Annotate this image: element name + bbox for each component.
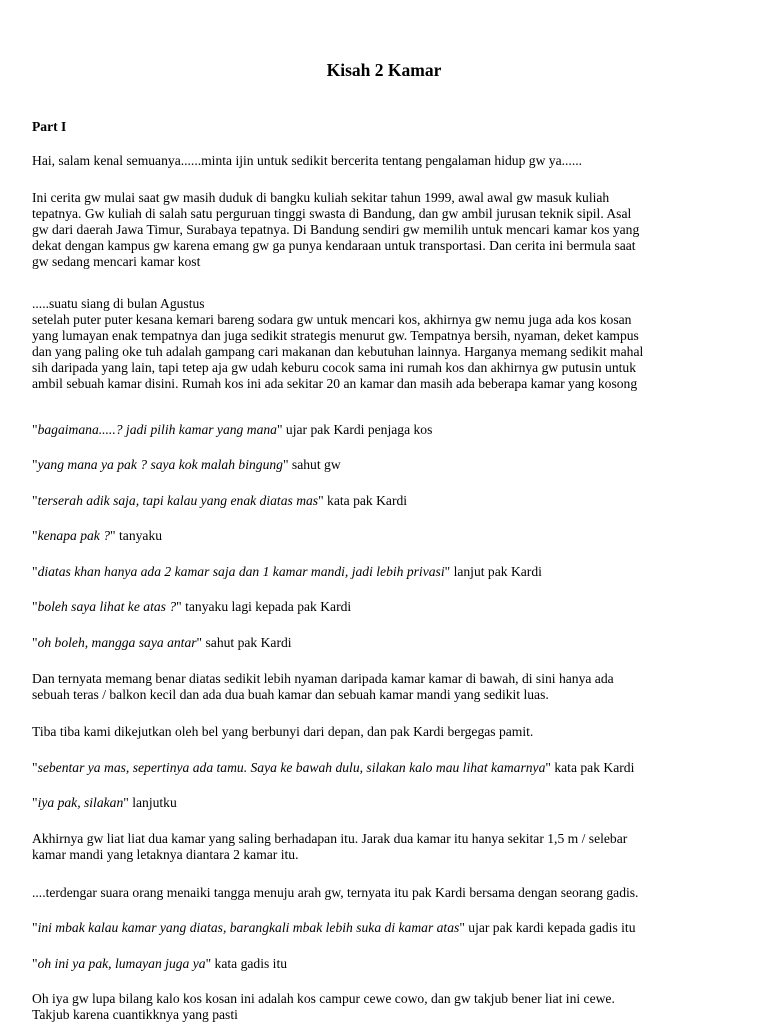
- dialog-attribution: lanjutku: [128, 795, 177, 810]
- dialog-line: "ini mbak kalau kamar yang diatas, barangkali mbak lebih suka di kamar atas" ujar pak kardi kepada gadis itu: [32, 920, 636, 935]
- dialog-quote: terserah adik saja, tapi kalau yang enak diatas mas: [37, 493, 319, 508]
- text-line: setelah puter puter kesana kemari bareng sodara gw untuk mencari kos, akhirnya gw nemu juga ada kos kosan: [32, 312, 632, 327]
- dialog-attribution: sahut pak Kardi: [202, 635, 292, 650]
- dialog-line: "yang mana ya pak ? saya kok malah bingung" sahut gw: [32, 457, 341, 472]
- dialog-quote: kenapa pak ?: [37, 528, 111, 543]
- text-line: Ini cerita gw mulai saat gw masih duduk di bangku kuliah sekitar tahun 1999, awal awal gw masuk kuliah: [32, 190, 610, 205]
- text-line: gw dari daerah Jawa Timur, Surabaya tepatnya. Di Bandung sendiri gw memilih untuk mencari kamar kos yang: [32, 222, 640, 237]
- text-line: ambil sebuah kamar disini. Rumah kos ini ada sekitar 20 an kamar dan masih ada beberapa kamar yang kosong: [32, 376, 638, 391]
- text-line: sebuah teras / balkon kecil dan ada dua buah kamar dan sebuah kamar mandi yang sedikit luas.: [32, 687, 549, 702]
- paragraph: [32, 885, 732, 901]
- text-line: Tiba tiba kami dikejutkan oleh bel yang berbunyi dari depan, dan pak Kardi bergegas pamit.: [32, 724, 534, 739]
- dialog-attribution: kata gadis itu: [211, 956, 288, 971]
- dialog-attribution: ujar pak kardi kepada gadis itu: [464, 920, 636, 935]
- dialog-attribution: sahut gw: [288, 457, 341, 472]
- dialog-attribution: lanjut pak Kardi: [450, 564, 542, 579]
- dialog-line: "oh ini ya pak, lumayan juga ya" kata gadis itu: [32, 956, 288, 971]
- dialog-attribution: tanyaku: [115, 528, 163, 543]
- dialog-attribution: kata pak Kardi: [323, 493, 408, 508]
- text-line: dekat dengan kampus gw karena emang gw ga punya kendaraan untuk transportasi. Dan cerita ini bermula saat: [32, 238, 636, 253]
- paragraph: [32, 190, 732, 270]
- text-line: Hai, salam kenal semuanya......minta ijin untuk sedikit bercerita tentang pengalaman hidup gw ya......: [32, 153, 583, 168]
- text-line: Dan ternyata memang benar diatas sedikit lebih nyaman daripada kamar kamar di bawah, di sini hanya ada: [32, 671, 614, 686]
- dialog-quote: sebentar ya mas, sepertinya ada tamu. Saya ke bawah dulu, silakan kalo mau lihat kamarnya: [37, 760, 546, 775]
- text-line: Akhirnya gw liat liat dua kamar yang saling berhadapan itu. Jarak dua kamar itu hanya sekitar 1,5 m / selebar: [32, 831, 628, 846]
- text-line: sih daripada yang lain, tapi tetep aja gw udah keburu cocok sama ini rumah kos dan akhirnya gw putusin untuk: [32, 360, 637, 375]
- text-line: Takjub karena cuantikknya yang pasti: [32, 1007, 238, 1022]
- dialog-line: "diatas khan hanya ada 2 kamar saja dan 1 kamar mandi, jadi lebih privasi" lanjut pak Kardi: [32, 564, 542, 579]
- dialog-line: "iya pak, silakan" lanjutku: [32, 795, 177, 810]
- text-line: kamar mandi yang letaknya diantara 2 kamar itu.: [32, 847, 299, 862]
- dialog-quote: iya pak, silakan: [37, 795, 124, 810]
- dialog-quote: diatas khan hanya ada 2 kamar saja dan 1 kamar mandi, jadi lebih privasi: [37, 564, 445, 579]
- text-line: ....terdengar suara orang menaiki tangga menuju arah gw, ternyata itu pak Kardi bersama dengan seorang gadis.: [32, 885, 639, 900]
- text-line: tepatnya. Gw kuliah di salah satu perguruan tinggi swasta di Bandung, dan gw ambil jurusan teknik sipil. Asal: [32, 206, 632, 221]
- dialog-quote: bagaimana.....? jadi pilih kamar yang mana: [37, 422, 277, 437]
- paragraph: [32, 296, 732, 392]
- dialog-quote: yang mana ya pak ? saya kok malah bingung: [37, 457, 283, 472]
- text-line: yang lumayan enak tempatnya dan juga sedikit strategis menurut gw. Tempatnya bersih, nyaman, deket kampus: [32, 328, 639, 343]
- paragraph: [32, 831, 732, 863]
- text-line: gw sedang mencari kamar kost: [32, 254, 201, 269]
- dialog-quote: boleh saya lihat ke atas ?: [37, 599, 177, 614]
- paragraph: [32, 153, 732, 169]
- dialog-line: "sebentar ya mas, sepertinya ada tamu. Saya ke bawah dulu, silakan kalo mau lihat kamarnya" kata pak Kardi: [32, 760, 635, 775]
- text-line: .....suatu siang di bulan Agustus: [32, 296, 205, 311]
- paragraph: [32, 671, 732, 703]
- dialog-attribution: kata pak Kardi: [550, 760, 635, 775]
- dialog-line: "kenapa pak ?" tanyaku: [32, 528, 163, 543]
- part-heading: Part I: [32, 119, 67, 134]
- dialog-quote: oh ini ya pak, lumayan juga ya: [37, 956, 206, 971]
- text-line: Oh iya gw lupa bilang kalo kos kosan ini adalah kos campur cewe cowo, dan gw takjub bener liat ini cewe.: [32, 991, 615, 1006]
- document-title: Kisah 2 Kamar: [326, 60, 442, 80]
- paragraph: [32, 724, 732, 740]
- paragraph: [32, 991, 732, 1023]
- dialog-attribution: ujar pak Kardi penjaga kos: [282, 422, 433, 437]
- dialog-line: "oh boleh, mangga saya antar" sahut pak Kardi: [32, 635, 292, 650]
- dialog-quote: ini mbak kalau kamar yang diatas, barangkali mbak lebih suka di kamar atas: [37, 920, 460, 935]
- dialog-line: "terserah adik saja, tapi kalau yang enak diatas mas" kata pak Kardi: [32, 493, 408, 508]
- dialog-line: "boleh saya lihat ke atas ?" tanyaku lagi kepada pak Kardi: [32, 599, 352, 614]
- dialog-line: "bagaimana.....? jadi pilih kamar yang mana" ujar pak Kardi penjaga kos: [32, 422, 433, 437]
- dialog-quote: oh boleh, mangga saya antar: [37, 635, 197, 650]
- text-line: dan yang paling oke tuh adalah gampang cari makanan dan kebutuhan lainnya. Harganya memang sedikit mahal: [32, 344, 644, 359]
- dialog-attribution: tanyaku lagi kepada pak Kardi: [181, 599, 352, 614]
